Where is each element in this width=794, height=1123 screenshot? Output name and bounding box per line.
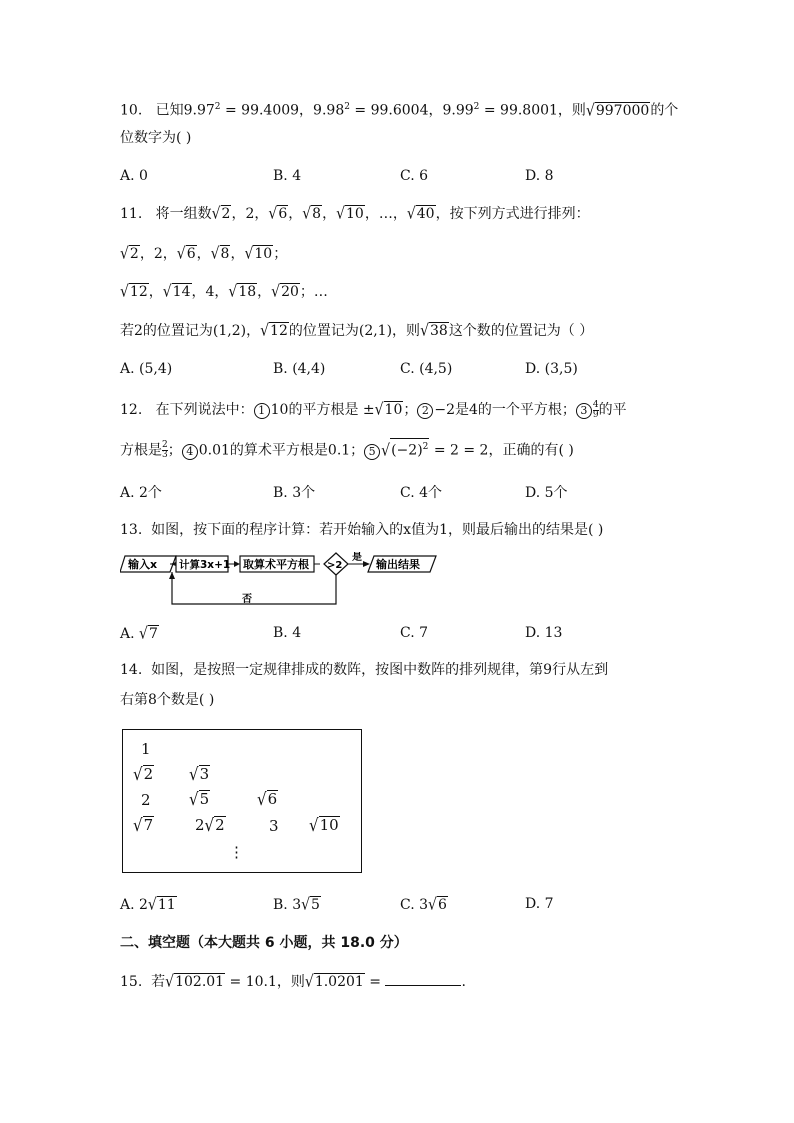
circled-number: 4 (182, 444, 198, 460)
text: 的平 (598, 402, 627, 418)
radicand: 14 (172, 284, 191, 300)
q10-text: = 99.8001，则 (479, 102, 586, 119)
matrix-cell: 1 (141, 740, 151, 758)
condition-label: >2 (327, 560, 343, 571)
text: ，2， (139, 246, 177, 262)
text: ，…， (364, 206, 407, 222)
q12-stem-line2: 方根是 $\frac{2}{3}$ ； 4 0.01的算术平方根是0.1； 5 $√(-2)^2 = 2 = 2$，正确的有( ) (120, 438, 574, 461)
text: −2是4的一个平方根； (434, 402, 576, 418)
option-b[interactable]: B. 4 (273, 168, 302, 184)
radicand: 102.01 (175, 974, 225, 990)
sqrt-icon: √ (585, 101, 595, 120)
circled-number: 5 (364, 444, 380, 460)
circled-number: 2 (417, 403, 433, 419)
matrix-cell: √5 (189, 788, 210, 810)
matrix-cell: √3 (189, 763, 210, 785)
option-prefix: C. 3 (400, 897, 429, 913)
q10-text: 已知9.97 (155, 102, 215, 119)
q10-stem-line2: 位数字为( ) (120, 130, 192, 146)
radicand: 8 (312, 206, 322, 222)
no-label: 否 (242, 594, 252, 605)
radicand: $(-2)^2$ (390, 438, 429, 459)
sqrt-label: 取算术平方根 (243, 558, 309, 571)
text: = (364, 974, 386, 990)
option-c[interactable]: C. 7 (400, 625, 429, 641)
circled-number: 1 (254, 403, 270, 419)
matrix-cell: 3 (269, 817, 279, 835)
sqrt-icon: √ (139, 624, 148, 644)
output-label: 输出结果 (376, 558, 420, 571)
option-a[interactable]: A. 0 (120, 168, 148, 184)
radicand: 6 (186, 246, 196, 262)
question-number: 11. (120, 206, 143, 222)
text: ， (196, 246, 211, 262)
q11-stem (120, 204, 590, 224)
circled-number: 3 (576, 403, 592, 419)
option-c[interactable] (400, 896, 448, 913)
matrix-cell: 2√2 (195, 814, 225, 836)
radicand: 18 (238, 284, 257, 300)
q12-stem: 12. 在下列说法中： 1 10的平方根是 ±√10； 2 −2是4的一个平方根； 3 $\frac{4}{9}$ 的平 (120, 399, 627, 420)
text: 如图，是按照一定规律排成的数阵，按图中数阵的排列规律，第9行从左到 (151, 662, 609, 678)
question-number: 14. (120, 662, 143, 678)
sqrt-icon: √ (381, 441, 391, 460)
q13-stem (120, 520, 603, 540)
radicand: 40 (416, 206, 435, 222)
radicand: 2 (221, 206, 231, 222)
q14-stem (120, 660, 608, 680)
text: 将一组数 (155, 206, 212, 222)
option-b[interactable]: B. 4 (273, 625, 302, 641)
text: ， (288, 206, 303, 222)
option-prefix: B. 3 (273, 897, 302, 913)
option-d[interactable]: D. 8 (525, 168, 554, 184)
text: ， (322, 206, 337, 222)
sqrt-icon: √ (302, 204, 312, 224)
coefficient: 2 (195, 816, 205, 834)
calc-label: 计算3x+1 (179, 559, 231, 571)
option-prefix: A. 2 (120, 897, 148, 913)
q10-text: = 99.6004，9.99 (349, 102, 474, 119)
sqrt-icon: √ (244, 244, 254, 264)
radicand-text: (−2) (391, 442, 423, 459)
loop-back-arrow (172, 572, 336, 604)
question-number: 12. (120, 402, 143, 418)
question-number: 10. (120, 102, 143, 119)
fraction (162, 441, 168, 460)
sqrt-icon: √ (176, 244, 186, 264)
option-d[interactable]: D. 5个 (525, 485, 568, 501)
option-b[interactable] (273, 896, 321, 913)
text: . (461, 974, 466, 990)
matrix-cell: 2 (141, 791, 151, 809)
sqrt-icon: √ (406, 204, 416, 224)
matrix-cell: √6 (257, 788, 278, 810)
radicand: 6 (437, 897, 447, 913)
sqrt-icon: √ (165, 972, 175, 992)
text: = 10.1，则 (225, 974, 305, 990)
matrix-cell: √10 (309, 814, 339, 836)
radicand: 5 (199, 790, 210, 808)
radicand: 11 (157, 897, 176, 913)
option-d[interactable]: D. 13 (525, 625, 563, 641)
text: ， (148, 284, 163, 300)
text: ，4， (191, 284, 229, 300)
option-d[interactable]: D. 7 (525, 896, 554, 912)
superscript: 2 (344, 102, 350, 112)
sqrt-icon: √ (120, 244, 129, 264)
radicand: 2 (143, 765, 154, 783)
radicand: 2 (215, 816, 225, 834)
sqrt-icon: √ (271, 282, 281, 302)
q11-condition (120, 321, 593, 341)
option-a[interactable]: A. 2个 (120, 485, 162, 501)
text: ， (230, 246, 245, 262)
option-c[interactable]: C. 4个 (400, 485, 443, 501)
text: 10的平方根是 ± (270, 402, 375, 418)
q11-row1: √2，2，√6，√8，√10； (120, 244, 287, 264)
matrix-cell: √7 (133, 814, 154, 836)
q10-stem (120, 97, 678, 121)
option-a[interactable]: A. (5,4) (120, 361, 173, 377)
sqrt-icon: √ (304, 972, 314, 992)
option-c[interactable]: C. (4,5) (400, 361, 453, 377)
input-label: 输入x (128, 558, 158, 571)
text: 如图，按下面的程序计算：若开始输入的x值为1，则最后输出的结果是( ) (151, 522, 604, 538)
q11-row2 (120, 282, 328, 302)
sqrt-icon: √ (260, 321, 270, 341)
sqrt-icon: √ (336, 204, 345, 224)
option-a[interactable] (120, 625, 159, 642)
denominator: 9 (592, 409, 599, 420)
option-b[interactable]: B. 3个 (273, 485, 316, 501)
sqrt-icon: √ (120, 282, 129, 302)
yes-label: 是 (352, 552, 362, 563)
radicand: 20 (281, 284, 299, 300)
question-number: 15. (120, 974, 143, 990)
radicand: 10 (346, 206, 364, 222)
text: ，2， (231, 206, 269, 222)
q14-stem-line2: 右第8个数是( ) (120, 692, 215, 708)
radicand: 5 (311, 897, 320, 913)
option-prefix: A. (120, 626, 140, 642)
text: 的位置记为(2,1)，则 (288, 323, 421, 339)
text: 这个数的位置记为（ ） (448, 323, 594, 339)
option-d[interactable]: D. (3,5) (525, 361, 578, 377)
sqrt-icon: √ (228, 282, 238, 302)
sqrt-icon: √ (374, 400, 384, 420)
program-flowchart (120, 552, 440, 608)
radicand: 8 (220, 246, 230, 262)
radicand: 7 (143, 816, 154, 834)
option-b[interactable]: B. (4,4) (273, 361, 326, 377)
text: 在下列说法中： (155, 402, 254, 418)
denominator: 3 (162, 450, 168, 461)
radicand: 12 (129, 284, 148, 300)
text: 若 (151, 974, 166, 990)
q15-stem (120, 971, 466, 992)
answer-blank[interactable] (385, 971, 461, 986)
radicand: 10 (319, 816, 339, 834)
sqrt-icon: √ (420, 321, 429, 341)
radicand: 12 (270, 323, 288, 339)
radicand: 38 (429, 323, 448, 339)
radicand: 6 (278, 206, 288, 222)
numerator: 2 (162, 440, 168, 451)
q10-text: 的个 (650, 102, 679, 119)
text: ，按下列方式进行排列： (435, 206, 590, 222)
text: ；… (299, 284, 328, 300)
section-heading: 二、填空题（本大题共 6 小题，共 18.0 分） (120, 935, 408, 951)
question-number: 13. (120, 522, 143, 538)
text: 若2的位置记为(1,2)， (120, 323, 261, 339)
radicand: 10 (384, 402, 403, 418)
text: 方根是 (120, 442, 162, 459)
option-a[interactable] (120, 896, 177, 913)
superscript: 2 (214, 102, 221, 112)
q10-text: = 99.4009，9.98 (220, 102, 345, 119)
sqrt-icon: √ (301, 895, 311, 915)
sqrt-icon: √ (210, 244, 220, 264)
sqrt-icon: √ (211, 204, 221, 224)
sqrt-icon: √ (268, 204, 278, 224)
text: 0.01的算术平方根是0.1； (198, 442, 365, 459)
radicand: 1.0201 (314, 974, 364, 990)
radicand: 6 (267, 790, 278, 808)
radicand: 997000 (595, 102, 650, 119)
option-c[interactable]: C. 6 (400, 168, 429, 184)
sqrt-icon: √ (428, 895, 437, 915)
matrix-cell: √2 (133, 763, 154, 785)
numerator: 4 (592, 399, 599, 410)
superscript: 2 (473, 102, 480, 112)
text: ， (257, 284, 272, 300)
number-matrix (122, 729, 362, 873)
sqrt-icon: √ (162, 282, 172, 302)
radicand: 7 (148, 626, 158, 642)
radicand: 10 (254, 246, 273, 262)
sqrt-icon: √ (147, 895, 157, 915)
radicand: 3 (199, 765, 210, 783)
radicand: 2 (129, 246, 139, 262)
text: = 2 = 2，正确的有( ) (429, 442, 574, 459)
vertical-ellipsis: ⋮ (229, 843, 244, 861)
